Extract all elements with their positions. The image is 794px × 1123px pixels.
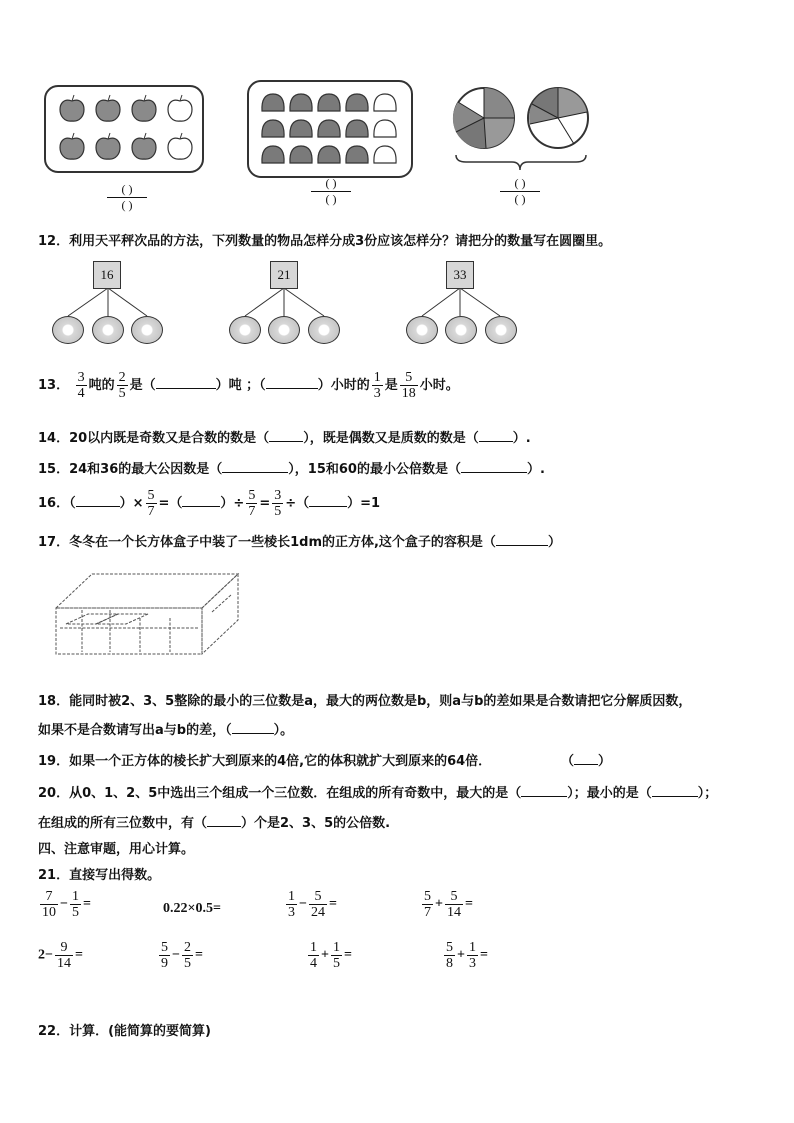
text: ）× [119,496,144,511]
calc-item: $\frac{5}{8}$ + $\frac{1}{3}$ = [446,940,488,971]
text: ）吨 ；（ [215,378,266,393]
text: ）÷ [220,496,245,511]
text: ）. [512,431,531,446]
answer-blank[interactable] [496,533,548,546]
question-21 [38,864,160,883]
text: 是 [384,378,398,393]
text: = [259,496,271,511]
apple-icon [60,133,84,159]
cake-icon [290,120,312,137]
cake-icon [346,94,368,111]
apple-tray [44,85,204,173]
answer-circle[interactable] [92,316,124,344]
pie-fraction-answer: ( ) ( ) [500,176,540,207]
text: ） [547,535,561,550]
question-number: 19． [38,754,70,769]
apple-icon [132,95,156,121]
apple-icon [96,95,120,121]
text: 24和36的最大公因数是（ [69,462,223,477]
question-number: 15． [38,462,70,477]
apple-fraction-answer: ( ) ( ) [107,182,147,213]
cake-tray [247,80,413,178]
calc-item: 2− $\frac{9}{14}$ = [38,940,83,971]
calc-item: 0.22×0.5= [163,901,221,916]
text: ）. [526,462,545,477]
answer-blank[interactable] [479,429,513,442]
text: ）小时的 [317,378,370,393]
text: （ [561,754,575,769]
answer-blank[interactable] [461,460,527,473]
answer-blank[interactable] [652,784,698,797]
answer-blank[interactable] [232,721,274,734]
answer-blank[interactable] [269,429,303,442]
question-20-line2 [38,812,390,831]
apple-icon [60,95,84,121]
cake-icon [374,146,396,163]
text: 小时。 [419,378,459,393]
text: 吨的 [88,378,115,393]
cakes-figure [249,82,411,176]
answer-blank[interactable] [266,376,318,389]
cake-icon [262,94,284,111]
calc-item: $\frac{7}{10}$ − $\frac{1}{5}$ = [42,889,91,920]
fraction: $\frac{1}{3}$ [373,370,381,401]
answer-circle[interactable] [308,316,340,344]
text: ）个是2、3、5的公倍数. [241,816,391,831]
question-number: 22． [38,1024,70,1039]
text: 如果不是合数请写出a与b的差，（ [38,723,232,738]
question-number: 21． [38,868,70,883]
text: ）； [697,786,718,801]
cake-icon [346,120,368,137]
cake-icon [318,120,340,137]
answer-blank[interactable] [521,784,567,797]
text: 冬冬在一个长方体盒子中装了一些棱长1dm的正方体,这个盒子的容积是（ [69,535,496,550]
question-14 [38,427,531,446]
apple-icon [132,133,156,159]
apple-icon [168,133,192,159]
cake-icon [318,146,340,163]
calc-item: $\frac{1}{3}$ − $\frac{5}{24}$ = [288,889,337,920]
question-number: 12． [38,234,70,249]
question-19-answer [561,750,611,769]
question-18-line2 [38,719,293,738]
question-16 [38,488,380,519]
fraction: $\frac{5}{7}$ [248,488,256,519]
balance-box-16: 16 [93,261,121,289]
fraction: $\frac{3}{5}$ [274,488,282,519]
pie-circles-figure [448,80,598,180]
question-number: 14． [38,431,70,446]
apple-icon [96,133,120,159]
text: ）=1 [347,496,381,511]
text: 在组成的所有三位数中，有（ [38,816,208,831]
answer-circle[interactable] [131,316,163,344]
cake-icon [374,94,396,111]
brace [456,155,586,170]
text: 直接写出得数。 [69,868,161,883]
cake-icon [346,146,368,163]
calc-item: $\frac{1}{4}$ + $\frac{1}{5}$ = [310,940,352,971]
answer-blank[interactable] [182,494,220,507]
text: （ [69,496,76,511]
question-12 [38,230,611,249]
question-22 [38,1020,211,1039]
text: 计算．(能简算的要简算) [69,1024,211,1039]
cake-icon [318,94,340,111]
answer-blank[interactable] [222,460,288,473]
text: 20以内既是奇数又是合数的数是（ [69,431,270,446]
apples-figure [46,87,202,171]
question-18 [38,690,691,709]
cake-icon [262,120,284,137]
text: 从0、1、2、5中选出三个组成一个三位数．在组成的所有奇数中，最大的是（ [69,786,522,801]
answer-circle[interactable] [229,316,261,344]
section-4-title: 四、注意审题，用心计算。 [38,842,195,857]
question-number: 18． [38,694,70,709]
text: 如果一个正方体的棱长扩大到原来的4倍,它的体积就扩大到原来的64倍． [69,754,492,769]
answer-blank[interactable] [207,814,241,827]
answer-circle[interactable] [406,316,438,344]
question-number: 20． [38,786,70,801]
cake-icon [290,146,312,163]
text: ÷（ [285,496,310,511]
balance-box-21: 21 [270,261,298,289]
fraction: $\frac{5}{18}$ [401,370,416,401]
text: ），15和60的最小公倍数是（ [288,462,461,477]
question-text: 利用天平秤次品的方法，下列数量的物品怎样分成3份应该怎样分？请把分的数量写在圆圈里。 [69,234,612,249]
answer-circle[interactable] [445,316,477,344]
calc-item: $\frac{5}{7}$ + $\frac{5}{14}$ = [424,889,473,920]
pie-circle-left [453,88,514,148]
pie-circle-right [528,88,588,148]
cake-icon [374,120,396,137]
answer-circle[interactable] [52,316,84,344]
cuboid-box-figure [52,568,242,660]
apple-icon [168,95,192,121]
text: ） [598,754,612,769]
fraction: $\frac{3}{4}$ [77,370,85,401]
question-number: 17． [38,535,70,550]
answer-circle[interactable] [268,316,300,344]
cake-icon [262,146,284,163]
fraction: $\frac{2}{5}$ [118,370,126,401]
question-number: 16． [38,496,70,511]
text: ）；最小的是（ [567,786,652,801]
text: ）。 [273,723,294,738]
answer-blank[interactable] [76,494,120,507]
balance-box-33: 33 [446,261,474,289]
question-19 [38,750,491,769]
text: =（ [158,496,183,511]
question-17 [38,531,561,550]
question-20 [38,782,717,801]
answer-circle[interactable] [485,316,517,344]
answer-blank[interactable] [574,752,598,765]
text: 是（ [129,378,156,393]
answer-blank[interactable] [309,494,347,507]
calc-item: $\frac{5}{9}$ − $\frac{2}{5}$ = [161,940,203,971]
cake-fraction-answer: ( ) ( ) [311,176,351,207]
question-15 [38,458,545,477]
text: 能同时被2、3、5整除的最小的三位数是a，最大的两位数是b，则a与b的差如果是合数请把它分解质因数， [69,694,692,709]
cake-icon [290,94,312,111]
text: ），既是偶数又是质数的数是（ [303,431,479,446]
answer-blank[interactable] [156,376,216,389]
fraction: $\frac{5}{7}$ [147,488,155,519]
question-13 [38,370,459,401]
question-number: 13． [38,378,70,393]
